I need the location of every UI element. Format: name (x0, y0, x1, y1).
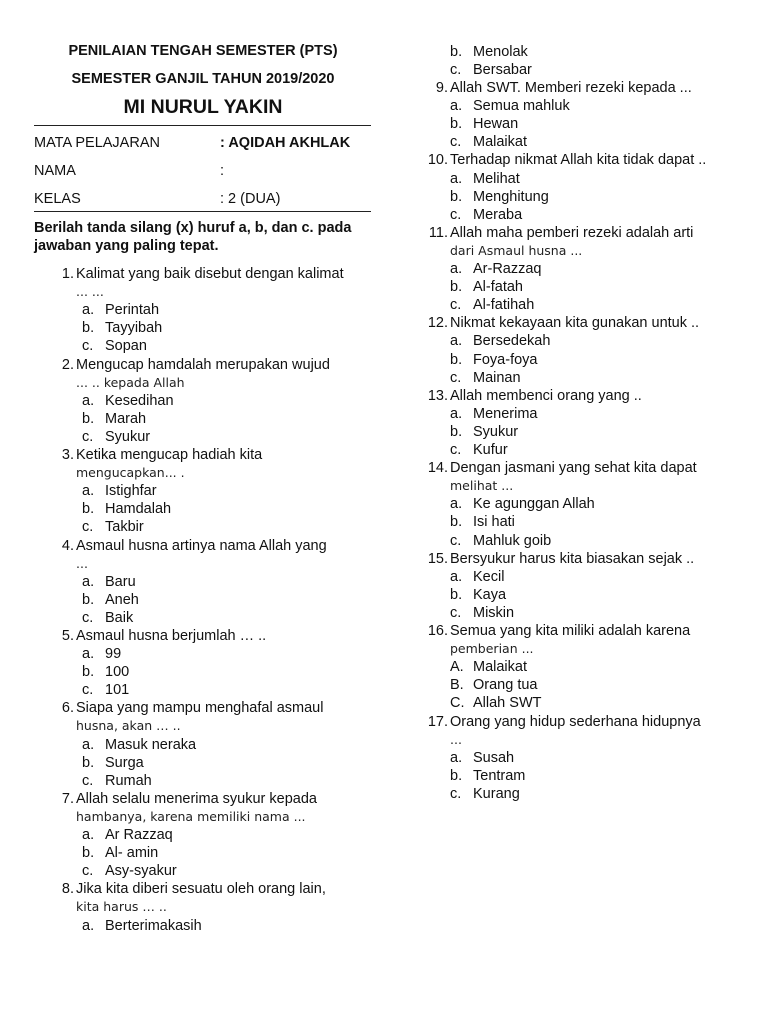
option-letter: a. (82, 302, 95, 319)
option-letter: b. (450, 116, 463, 133)
option-letter: c. (450, 297, 462, 314)
question-number: 13. (427, 387, 448, 404)
option-letter: c. (82, 772, 94, 789)
info-value: : 2 (DUA) (220, 191, 281, 207)
option-text: Surga (105, 754, 144, 771)
option-letter: a. (82, 392, 95, 409)
option-text: Aneh (105, 591, 139, 608)
option-letter: c. (450, 62, 462, 79)
option-text: Menghitung (473, 188, 549, 205)
option-text: Sopan (105, 338, 147, 355)
option-text: 100 (105, 664, 130, 681)
option-text: Ar Razzaq (105, 827, 173, 844)
option-letter: a. (82, 917, 95, 934)
question-text-continued: husna, akan … .. (76, 718, 181, 734)
option-text: Al- amin (105, 845, 159, 862)
divider-top (34, 125, 371, 126)
option-text: Susah (473, 749, 515, 766)
question-number: 2. (61, 356, 74, 373)
question-number: 1. (61, 266, 74, 282)
question-text: Allah maha pemberi rezeki adalah arti (450, 224, 694, 241)
option-letter: c. (450, 532, 462, 549)
option-text: Syukur (105, 428, 151, 445)
option-text: 99 (105, 646, 122, 663)
option-text: Menerima (473, 405, 538, 422)
option-letter: B. (450, 677, 464, 694)
question-text: Allah SWT. Memberi rezeki kepada ... (450, 80, 692, 96)
option-text: Takbir (105, 519, 144, 536)
option-text: Masuk neraka (105, 736, 197, 753)
option-letter: a. (82, 827, 95, 844)
question-text: Allah selalu menerima syukur kepada (76, 790, 317, 807)
question-text-continued: mengucapkan... . (76, 465, 185, 480)
option-letter: c. (82, 428, 94, 445)
question-text: Asmaul husna berjumlah … .. (76, 628, 267, 644)
option-text: Kesedihan (105, 392, 174, 409)
option-text: Baik (105, 609, 134, 626)
question-text: Bersyukur harus kita biasakan sejak .. (450, 550, 695, 567)
option-letter: a. (450, 261, 463, 277)
option-letter: c. (82, 519, 94, 536)
option-text: Berterimakasih (105, 917, 202, 934)
option-text: Miskin (473, 604, 515, 621)
option-text: Perintah (105, 302, 160, 319)
option-letter: b. (450, 44, 463, 60)
option-letter: b. (450, 586, 463, 603)
option-letter: c. (82, 863, 94, 880)
school-name: MI NURUL YAKIN (123, 96, 283, 118)
option-text: Ar-Razzaq (473, 261, 542, 277)
info-label: KELAS (34, 191, 81, 207)
option-letter: b. (82, 410, 95, 427)
info-label: NAMA (34, 163, 76, 179)
question-number: 11. (428, 224, 448, 241)
option-letter: c. (450, 785, 462, 802)
question-text: Terhadap nikmat Allah kita tidak dapat .. (450, 152, 707, 169)
question-number: 15. (427, 550, 448, 567)
instruction: Berilah tanda silang (x) huruf a, b, dan c. pada jawaban yang paling tepat. (34, 220, 352, 254)
option-text: Menolak (473, 44, 528, 60)
question-number: 10. (427, 152, 448, 169)
question-text: Ketika mengucap hadiah kita (76, 447, 263, 463)
question-text: Dengan jasmani yang sehat kita dapat (450, 460, 697, 477)
option-letter: c. (82, 682, 94, 699)
option-letter: b. (82, 664, 95, 681)
option-letter: c. (450, 369, 462, 386)
question-number: 12. (427, 315, 448, 332)
question-number: 9. (435, 80, 448, 96)
option-letter: a. (450, 568, 463, 585)
question-text-continued: pemberian ... (450, 641, 534, 656)
question-number: 7. (61, 790, 74, 807)
question-text: Jika kita diberi sesuatu oleh orang lain, (76, 881, 326, 898)
question-text-continued: hambanya, karena memiliki nama ... (76, 808, 306, 824)
info-label: MATA PELAJARAN (34, 135, 160, 151)
option-text: Hamdalah (105, 501, 172, 518)
question-number: 4. (61, 537, 74, 554)
option-text: 101 (105, 682, 130, 699)
option-letter: a. (450, 496, 463, 513)
option-text: Ke agunggan Allah (473, 496, 595, 513)
option-letter: c. (82, 338, 94, 355)
question-number: 14. (427, 460, 448, 477)
option-letter: b. (82, 591, 95, 608)
option-text: Melihat (473, 170, 520, 187)
option-letter: b. (450, 279, 463, 296)
option-letter: c. (450, 604, 462, 621)
option-text: Meraba (473, 206, 523, 223)
question-number: 8. (61, 881, 74, 898)
option-text: Kufur (473, 442, 508, 458)
option-text: Mainan (473, 369, 521, 386)
option-letter: c. (450, 206, 462, 223)
question-text-continued: melihat ... (450, 478, 514, 494)
option-text: Hewan (473, 116, 519, 133)
option-text: Tayyibah (105, 320, 163, 337)
option-letter: b. (82, 754, 95, 771)
option-letter: b. (82, 501, 95, 518)
option-letter: A. (450, 659, 464, 676)
option-text: Malaikat (473, 134, 527, 151)
question-text-continued: ... (76, 555, 88, 571)
option-letter: a. (82, 736, 95, 753)
question-text: Asmaul husna artinya nama Allah yang (76, 537, 327, 554)
option-letter: a. (450, 749, 463, 766)
divider-bottom (34, 211, 371, 212)
option-letter: a. (450, 333, 463, 350)
question-text: Siapa yang mampu menghafal asmaul (76, 700, 324, 717)
option-letter: b. (450, 767, 463, 784)
exam-title: PENILAIAN TENGAH SEMESTER (PTS) (68, 43, 338, 59)
option-text: Kaya (473, 586, 507, 603)
option-text: Rumah (105, 772, 152, 789)
question-text: Semua yang kita miliki adalah karena (450, 623, 691, 639)
question-text: Mengucap hamdalah merupakan wujud (76, 356, 330, 373)
option-letter: C. (450, 695, 465, 712)
question-number: 3. (61, 447, 74, 463)
option-text: Semua mahluk (473, 98, 570, 115)
option-letter: b. (82, 320, 95, 337)
option-text: Asy-syakur (105, 863, 177, 880)
option-text: Al-fatihah (473, 297, 535, 314)
option-text: Istighfar (105, 483, 157, 500)
option-text: Baru (105, 573, 136, 590)
question-text: Nikmat kekayaan kita gunakan untuk .. (450, 315, 700, 332)
option-letter: a. (82, 573, 95, 590)
option-text: Foya-foya (473, 351, 538, 368)
option-text: Isi hati (473, 514, 515, 531)
option-text: Bersedekah (473, 333, 551, 350)
question-text-continued: dari Asmaul husna ... (450, 242, 583, 258)
option-text: Tentram (473, 767, 526, 784)
option-letter: a. (450, 98, 463, 115)
info-value: : AQIDAH AKHLAK (220, 135, 351, 151)
option-letter: b. (450, 514, 463, 531)
option-letter: b. (450, 351, 463, 368)
question-text: Orang yang hidup sederhana hidupnya (450, 713, 701, 730)
question-number: 6. (61, 700, 74, 717)
option-text: Bersabar (473, 62, 532, 79)
option-text: Marah (105, 410, 147, 427)
option-text: Al-fatah (473, 279, 523, 296)
option-letter: c. (450, 442, 462, 458)
question-text: Kalimat yang baik disebut dengan kalimat (76, 266, 344, 282)
option-text: Mahluk goib (473, 532, 552, 549)
question-text-continued: ... ... (76, 284, 104, 299)
info-value: : (220, 163, 225, 179)
question-number: 5. (61, 628, 74, 644)
question-text-continued: kita harus … .. (76, 899, 167, 915)
option-letter: a. (450, 405, 463, 422)
option-letter: a. (82, 646, 95, 663)
question-number: 16. (427, 623, 448, 639)
option-letter: c. (82, 609, 94, 626)
option-text: Syukur (473, 423, 519, 440)
semester-title: SEMESTER GANJIL TAHUN 2019/2020 (71, 71, 335, 87)
option-text: Malaikat (473, 659, 527, 676)
question-number: 17. (427, 713, 448, 730)
question-text-continued: ... (450, 731, 462, 747)
option-text: Orang tua (473, 677, 538, 694)
option-letter: b. (82, 845, 95, 862)
question-text-continued: ... .. kepada Allah (76, 374, 185, 390)
option-letter: b. (450, 423, 463, 440)
option-text: Allah SWT (473, 695, 542, 712)
option-letter: a. (82, 483, 95, 500)
option-letter: c. (450, 134, 462, 151)
option-text: Kecil (473, 568, 505, 585)
option-letter: b. (450, 188, 463, 205)
option-letter: a. (450, 170, 463, 187)
option-text: Kurang (473, 785, 520, 802)
question-text: Allah membenci orang yang .. (450, 387, 642, 404)
